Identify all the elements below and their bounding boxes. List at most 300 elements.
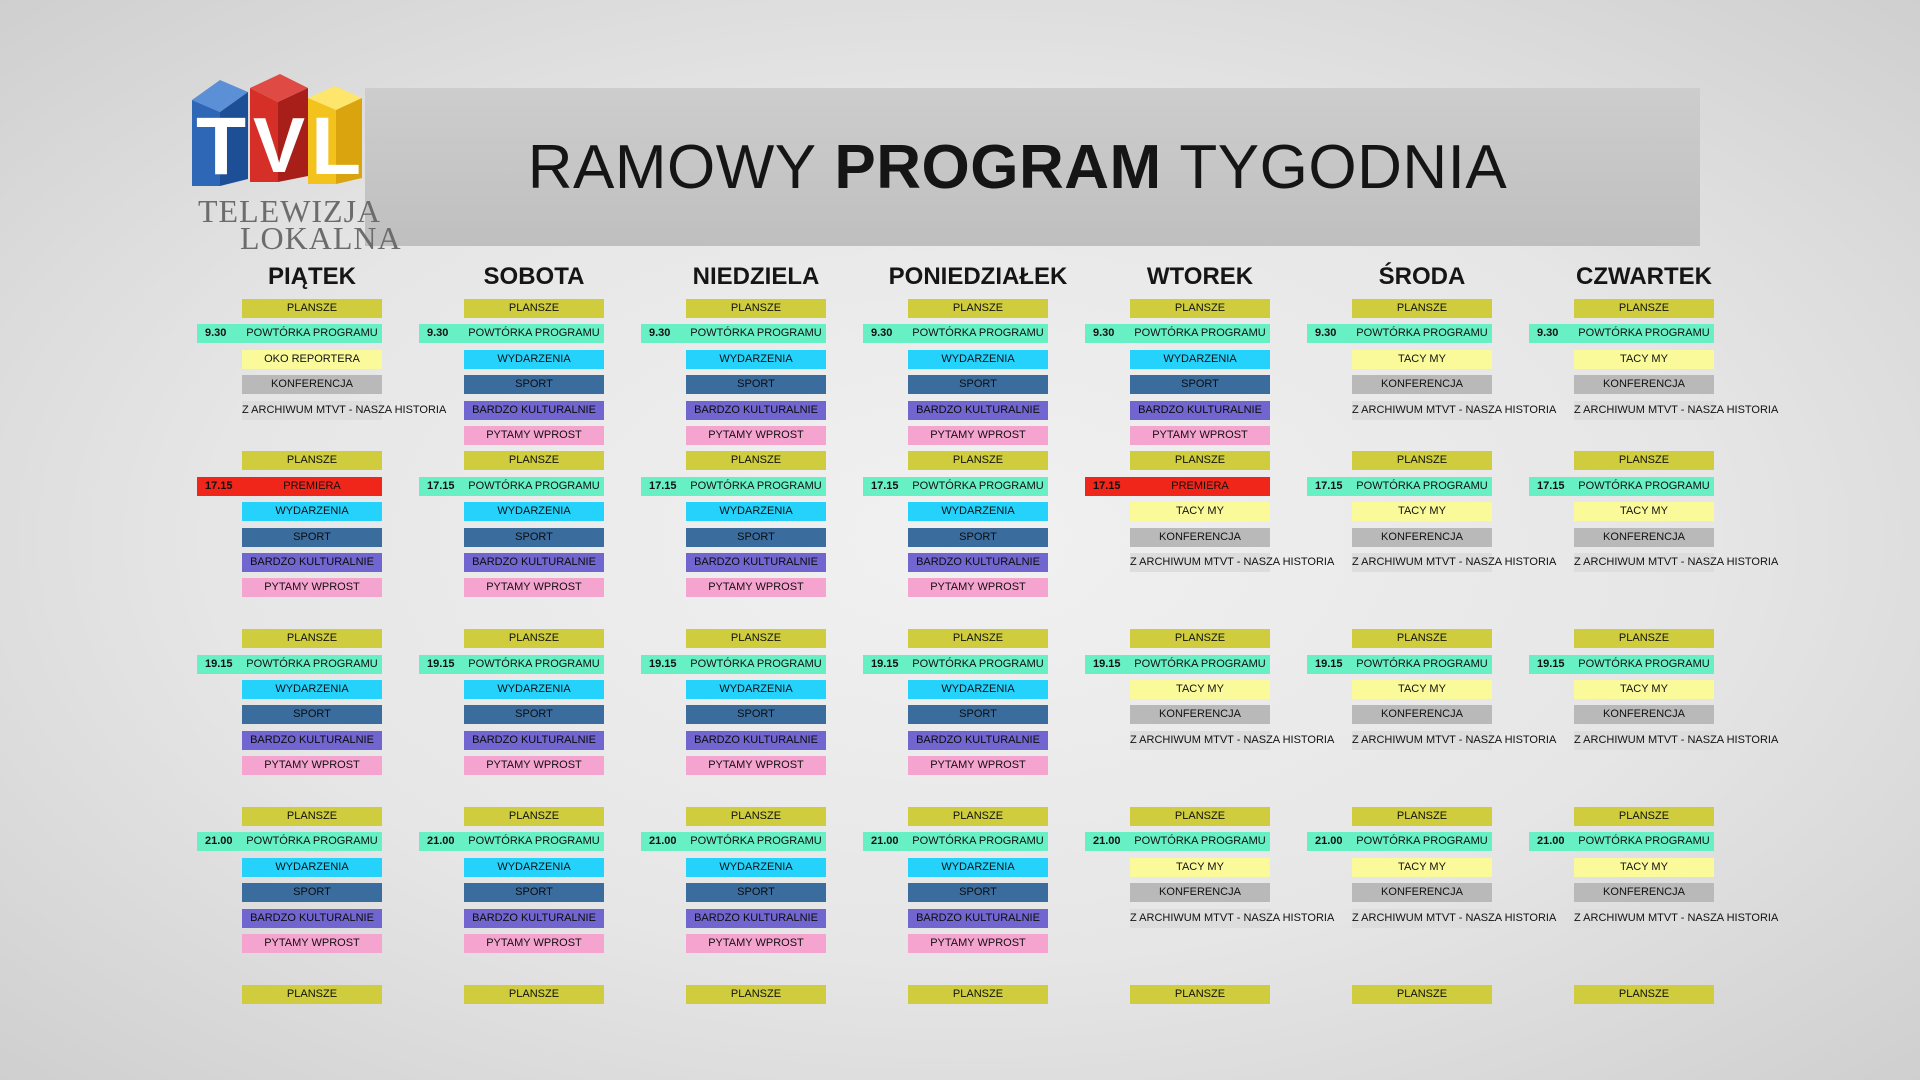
program-slot: [1352, 451, 1492, 470]
program-slot: [464, 909, 604, 928]
program-slot: [464, 731, 604, 750]
program-slot: [242, 375, 382, 394]
program-slot-label: PLANSZE: [1396, 302, 1448, 314]
program-slot: [908, 299, 1048, 318]
program-slot: [686, 553, 826, 572]
program-slot: [1574, 528, 1714, 547]
program-slot: [464, 528, 604, 547]
program-slot: [686, 426, 826, 445]
program-slot: [1352, 502, 1492, 521]
day-header: PIĄTEK: [267, 263, 356, 290]
program-slot: [686, 502, 826, 521]
time-label: 21.00: [1315, 835, 1343, 848]
program-slot: [1574, 629, 1714, 648]
program-slot-label: BARDZO KULTURALNIE: [472, 733, 596, 746]
time-label: 17.15: [205, 479, 233, 492]
program-slot: [1352, 858, 1492, 877]
program-slot-label: SPORT: [737, 886, 775, 899]
program-slot-label: SPORT: [515, 886, 553, 899]
program-slot: [908, 502, 1048, 521]
program-slot-label: BARDZO KULTURALNIE: [1138, 403, 1262, 416]
program-slot-label: PLANSZE: [286, 810, 338, 822]
program-slot-label: BARDZO KULTURALNIE: [694, 733, 818, 746]
program-slot-label: TACY MY: [1620, 683, 1668, 695]
program-slot-label: SPORT: [737, 378, 775, 391]
program-slot-label: POWTÓRKA PROGRAMU: [1578, 835, 1710, 848]
program-slot: [1574, 883, 1714, 902]
program-slot-label: PYTAMY WPROST: [708, 581, 804, 594]
program-slot: [1130, 502, 1270, 521]
program-slot-label: SPORT: [515, 708, 553, 721]
program-slot-label: PLANSZE: [508, 302, 560, 314]
program-slot: [1574, 375, 1714, 394]
program-slot: [1574, 858, 1714, 877]
program-slot-label: POWTÓRKA PROGRAMU: [1134, 835, 1266, 848]
day-header: SOBOTA: [483, 263, 585, 290]
logo-letter-v: V: [252, 101, 306, 189]
program-slot-label: POWTÓRKA PROGRAMU: [468, 327, 600, 340]
title-part1: RAMOWY: [527, 132, 817, 202]
program-slot-label: PREMIERA: [283, 479, 341, 492]
program-slot: [242, 528, 382, 547]
program-slot-label: BARDZO KULTURALNIE: [916, 733, 1040, 746]
day-header: WTOREK: [1146, 263, 1254, 290]
program-slot: [464, 451, 604, 470]
program-slot: [242, 731, 382, 750]
program-slot: [686, 883, 826, 902]
time-label: 9.30: [1315, 327, 1337, 340]
program-slot: [1130, 299, 1270, 318]
program-slot: [464, 299, 604, 318]
program-slot-label: WYDARZENIA: [941, 683, 1015, 695]
program-slot: [1574, 705, 1714, 724]
program-slot-label: KONFERENCJA: [271, 378, 353, 391]
program-slot: [1352, 299, 1492, 318]
program-slot-label: PLANSZE: [1618, 454, 1670, 467]
program-slot-label: WYDARZENIA: [719, 860, 793, 873]
program-slot: [908, 985, 1048, 1004]
program-slot-label: SPORT: [737, 530, 775, 543]
program-slot-label: TACY MY: [1620, 505, 1668, 518]
day-header: PONIEDZIAŁEK: [888, 263, 1068, 290]
program-slot-label: PYTAMY WPROST: [930, 937, 1026, 949]
program-slot-label: POWTÓRKA PROGRAMU: [1134, 327, 1266, 340]
program-slot-label: TACY MY: [1176, 505, 1224, 518]
program-slot-label: KONFERENCJA: [1603, 886, 1685, 899]
time-label: 19.15: [649, 657, 677, 670]
program-slot-label: KONFERENCJA: [1603, 530, 1685, 543]
program-slot-label: WYDARZENIA: [497, 860, 571, 873]
program-slot-label: PLANSZE: [508, 454, 560, 467]
program-slot: [1130, 705, 1270, 724]
program-slot-label: Z ARCHIWUM MTVT - NASZA HISTORIA: [1130, 733, 1335, 746]
program-slot-label: KONFERENCJA: [1159, 530, 1241, 543]
title-bold: PROGRAM: [834, 132, 1162, 202]
program-slot-label: POWTÓRKA PROGRAMU: [1356, 327, 1488, 340]
program-slot: [908, 629, 1048, 648]
program-slot: [1130, 807, 1270, 826]
program-slot: [464, 578, 604, 597]
program-slot-label: PLANSZE: [952, 302, 1004, 314]
program-slot-label: TACY MY: [1620, 860, 1668, 873]
program-slot: [686, 858, 826, 877]
program-slot: [1574, 807, 1714, 826]
time-label: 21.00: [1093, 835, 1121, 848]
program-slot: [242, 705, 382, 724]
program-slot-label: PLANSZE: [1618, 810, 1670, 822]
program-slot-label: TACY MY: [1620, 352, 1668, 365]
program-slot: [686, 680, 826, 699]
program-slot-label: POWTÓRKA PROGRAMU: [246, 657, 378, 670]
program-slot-label: TACY MY: [1176, 683, 1224, 695]
program-slot: [1130, 680, 1270, 699]
program-slot: [242, 909, 382, 928]
program-slot: [242, 299, 382, 318]
time-label: 19.15: [205, 657, 233, 670]
program-slot: [1574, 985, 1714, 1004]
program-slot: [1352, 883, 1492, 902]
program-slot-label: BARDZO KULTURALNIE: [250, 733, 374, 746]
time-label: 17.15: [1537, 479, 1565, 492]
program-slot-label: POWTÓRKA PROGRAMU: [912, 327, 1044, 340]
program-slot-label: POWTÓRKA PROGRAMU: [468, 479, 600, 492]
program-slot: [1130, 553, 1335, 572]
program-slot-label: POWTÓRKA PROGRAMU: [246, 327, 378, 340]
program-slot-label: PLANSZE: [952, 632, 1004, 645]
program-slot: [242, 858, 382, 877]
program-slot: [686, 985, 826, 1004]
program-slot: [1352, 731, 1557, 750]
program-slot-label: PLANSZE: [1174, 632, 1226, 645]
program-slot: [464, 553, 604, 572]
program-slot-label: PYTAMY WPROST: [486, 937, 582, 949]
program-slot: [686, 909, 826, 928]
program-slot-label: PLANSZE: [952, 810, 1004, 822]
program-slot-label: PLANSZE: [508, 632, 560, 645]
title-part2: TYGODNIA: [1179, 132, 1508, 202]
program-slot-label: PLANSZE: [952, 987, 1004, 1000]
program-slot-label: Z ARCHIWUM MTVT - NASZA HISTORIA: [1352, 911, 1557, 924]
program-slot: [908, 350, 1048, 369]
program-slot-label: WYDARZENIA: [1163, 352, 1237, 365]
program-slot-label: PLANSZE: [952, 454, 1004, 467]
program-slot: [1130, 528, 1270, 547]
program-slot-label: PYTAMY WPROST: [486, 429, 582, 441]
program-slot: [1574, 731, 1779, 750]
program-slot-label: SPORT: [959, 886, 997, 899]
program-slot-label: Z ARCHIWUM MTVT - NASZA HISTORIA: [1352, 556, 1557, 568]
program-slot-label: SPORT: [515, 530, 553, 543]
program-slot: [464, 985, 604, 1004]
program-slot-label: KONFERENCJA: [1381, 708, 1463, 721]
program-slot: [1352, 375, 1492, 394]
time-label: 19.15: [871, 657, 899, 670]
program-slot-label: POWTÓRKA PROGRAMU: [1578, 657, 1710, 670]
program-slot: [242, 985, 382, 1004]
time-label: 9.30: [871, 327, 893, 340]
program-slot-label: SPORT: [959, 530, 997, 543]
time-label: 17.15: [1315, 479, 1343, 492]
program-slot-label: PYTAMY WPROST: [708, 429, 804, 441]
program-slot: [464, 858, 604, 877]
program-slot: [1574, 502, 1714, 521]
program-slot-label: PYTAMY WPROST: [930, 759, 1026, 772]
program-slot-label: PLANSZE: [1174, 987, 1226, 1000]
program-slot: [464, 401, 604, 420]
time-label: 21.00: [871, 835, 899, 848]
program-slot: [686, 350, 826, 369]
program-slot-label: PLANSZE: [730, 632, 782, 645]
program-slot-label: SPORT: [293, 886, 331, 899]
time-label: 17.15: [871, 479, 899, 492]
program-slot-label: WYDARZENIA: [275, 860, 349, 873]
program-slot-label: POWTÓRKA PROGRAMU: [1356, 657, 1488, 670]
program-slot-label: Z ARCHIWUM MTVT - NASZA HISTORIA: [1574, 733, 1779, 746]
program-slot-label: BARDZO KULTURALNIE: [250, 911, 374, 924]
program-slot-label: BARDZO KULTURALNIE: [250, 556, 374, 568]
program-slot-label: POWTÓRKA PROGRAMU: [690, 479, 822, 492]
program-slot: [908, 807, 1048, 826]
program-slot-label: PLANSZE: [1618, 632, 1670, 645]
time-label: 21.00: [205, 835, 233, 848]
program-slot: [1352, 705, 1492, 724]
program-slot-label: POWTÓRKA PROGRAMU: [1578, 479, 1710, 492]
program-slot: [908, 553, 1048, 572]
program-slot-label: PREMIERA: [1171, 479, 1229, 492]
program-slot-label: POWTÓRKA PROGRAMU: [468, 657, 600, 670]
day-header: ŚRODA: [1378, 263, 1466, 290]
program-slot-label: PLANSZE: [286, 987, 338, 1000]
program-slot: [1574, 299, 1714, 318]
program-slot: [242, 629, 382, 648]
program-slot-label: KONFERENCJA: [1381, 378, 1463, 391]
program-slot-label: PYTAMY WPROST: [486, 581, 582, 594]
program-slot-label: POWTÓRKA PROGRAMU: [690, 835, 822, 848]
program-slot-label: Z ARCHIWUM MTVT - NASZA HISTORIA: [1352, 403, 1557, 416]
program-slot-label: PYTAMY WPROST: [708, 759, 804, 772]
program-slot-label: PYTAMY WPROST: [1152, 429, 1248, 441]
program-slot: [908, 680, 1048, 699]
program-slot-label: TACY MY: [1398, 352, 1446, 365]
program-slot: [464, 426, 604, 445]
time-label: 19.15: [427, 657, 455, 670]
program-slot-label: PLANSZE: [1174, 454, 1226, 467]
program-slot: [242, 451, 382, 470]
program-slot: [686, 731, 826, 750]
program-slot: [908, 883, 1048, 902]
program-slot-label: BARDZO KULTURALNIE: [694, 911, 818, 924]
program-slot-label: PLANSZE: [286, 632, 338, 645]
program-slot: [686, 528, 826, 547]
logo-line1: TELEWIZJA: [198, 193, 382, 229]
program-slot-label: SPORT: [293, 530, 331, 543]
program-slot: [686, 934, 826, 953]
program-slot-label: POWTÓRKA PROGRAMU: [912, 657, 1044, 670]
program-slot-label: WYDARZENIA: [719, 505, 793, 518]
program-slot: [242, 578, 382, 597]
program-slot: [242, 807, 382, 826]
program-slot-label: KONFERENCJA: [1603, 378, 1685, 391]
program-slot-label: PLANSZE: [1174, 810, 1226, 822]
program-slot: [464, 883, 604, 902]
program-slot-label: PLANSZE: [1618, 987, 1670, 1000]
program-slot: [908, 934, 1048, 953]
program-slot-label: BARDZO KULTURALNIE: [694, 556, 818, 568]
program-slot: [242, 350, 382, 369]
program-slot-label: SPORT: [515, 378, 553, 391]
program-slot-label: PLANSZE: [1174, 302, 1226, 314]
program-slot-label: POWTÓRKA PROGRAMU: [1134, 657, 1266, 670]
program-slot: [242, 756, 382, 775]
program-slot-label: Z ARCHIWUM MTVT - NASZA HISTORIA: [1574, 403, 1779, 416]
program-slot-label: BARDZO KULTURALNIE: [916, 403, 1040, 416]
program-slot-label: POWTÓRKA PROGRAMU: [468, 835, 600, 848]
program-slot-label: Z ARCHIWUM MTVT - NASZA HISTORIA: [1130, 556, 1335, 568]
program-slot: [1352, 807, 1492, 826]
program-slot: [464, 502, 604, 521]
program-slot: [464, 807, 604, 826]
logo-letter-t: T: [195, 101, 247, 192]
program-slot-label: WYDARZENIA: [941, 860, 1015, 873]
program-slot: [908, 426, 1048, 445]
program-slot-label: WYDARZENIA: [497, 352, 571, 365]
program-slot-label: WYDARZENIA: [275, 683, 349, 695]
program-slot-label: KONFERENCJA: [1159, 708, 1241, 721]
program-slot-label: PYTAMY WPROST: [486, 759, 582, 772]
time-label: 17.15: [649, 479, 677, 492]
program-slot: [686, 756, 826, 775]
program-slot-label: BARDZO KULTURALNIE: [916, 556, 1040, 568]
program-slot-label: PLANSZE: [1396, 987, 1448, 1000]
program-slot: [1352, 553, 1557, 572]
time-label: 21.00: [1537, 835, 1565, 848]
program-slot-label: POWTÓRKA PROGRAMU: [912, 835, 1044, 848]
program-slot: [686, 705, 826, 724]
time-label: 9.30: [1093, 327, 1115, 340]
program-slot: [1352, 350, 1492, 369]
program-slot-label: SPORT: [1181, 378, 1219, 391]
page-title: [365, 88, 1670, 246]
program-slot-label: PLANSZE: [286, 302, 338, 314]
program-slot: [1574, 401, 1779, 420]
program-slot: [242, 883, 382, 902]
program-slot: [686, 578, 826, 597]
program-slot-label: KONFERENCJA: [1381, 530, 1463, 543]
program-slot-label: Z ARCHIWUM MTVT - NASZA HISTORIA: [1352, 733, 1557, 746]
program-slot: [686, 375, 826, 394]
program-slot: [464, 680, 604, 699]
program-slot: [1130, 451, 1270, 470]
program-slot-label: PLANSZE: [730, 454, 782, 467]
program-slot: [1130, 883, 1270, 902]
program-slot-label: POWTÓRKA PROGRAMU: [1356, 835, 1488, 848]
program-slot: [1352, 909, 1557, 928]
program-slot: [1130, 985, 1270, 1004]
program-slot: [686, 451, 826, 470]
program-slot: [686, 401, 826, 420]
program-slot: [464, 375, 604, 394]
program-slot-label: PLANSZE: [730, 987, 782, 1000]
program-slot-label: PLANSZE: [1618, 302, 1670, 314]
program-slot-label: TACY MY: [1398, 683, 1446, 695]
program-slot-label: PLANSZE: [1396, 454, 1448, 467]
time-label: 9.30: [205, 327, 227, 340]
time-label: 21.00: [649, 835, 677, 848]
program-slot: [686, 807, 826, 826]
day-header: NIEDZIELA: [692, 263, 820, 290]
program-slot: [1130, 858, 1270, 877]
program-slot: [1352, 985, 1492, 1004]
program-slot-label: PLANSZE: [730, 302, 782, 314]
program-slot: [464, 629, 604, 648]
program-slot-label: PLANSZE: [286, 454, 338, 467]
logo-line2: LOKALNA: [240, 220, 402, 256]
program-slot-label: BARDZO KULTURALNIE: [694, 403, 818, 416]
logo-letter-l: L: [310, 101, 362, 192]
program-slot-label: PYTAMY WPROST: [930, 429, 1026, 441]
program-slot: [908, 578, 1048, 597]
program-slot-label: PYTAMY WPROST: [264, 581, 360, 594]
program-slot-label: BARDZO KULTURALNIE: [472, 911, 596, 924]
program-slot: [908, 528, 1048, 547]
program-slot: [1574, 553, 1779, 572]
program-slot: [908, 858, 1048, 877]
program-slot-label: POWTÓRKA PROGRAMU: [690, 327, 822, 340]
program-slot-label: PYTAMY WPROST: [264, 937, 360, 949]
program-slot-label: PLANSZE: [508, 810, 560, 822]
program-slot-label: POWTÓRKA PROGRAMU: [1578, 327, 1710, 340]
program-slot: [908, 451, 1048, 470]
program-slot-label: BARDZO KULTURALNIE: [472, 403, 596, 416]
time-label: 9.30: [1537, 327, 1559, 340]
program-slot: [686, 629, 826, 648]
program-slot-label: WYDARZENIA: [941, 352, 1015, 365]
program-slot-label: WYDARZENIA: [719, 352, 793, 365]
program-slot-label: OKO REPORTERA: [264, 352, 360, 365]
program-slot: [464, 705, 604, 724]
program-slot: [1130, 629, 1270, 648]
program-slot: [1574, 350, 1714, 369]
day-header: CZWARTEK: [1576, 263, 1712, 290]
program-slot-label: KONFERENCJA: [1603, 708, 1685, 721]
program-slot-label: WYDARZENIA: [941, 505, 1015, 518]
program-slot-label: Z ARCHIWUM MTVT - NASZA HISTORIA: [1574, 556, 1779, 568]
program-slot-label: TACY MY: [1176, 860, 1224, 873]
program-slot-label: SPORT: [293, 708, 331, 721]
program-slot: [1574, 680, 1714, 699]
program-slot: [1130, 731, 1335, 750]
time-label: 19.15: [1537, 657, 1565, 670]
program-slot-label: POWTÓRKA PROGRAMU: [246, 835, 378, 848]
program-slot-label: POWTÓRKA PROGRAMU: [1356, 479, 1488, 492]
time-label: 9.30: [427, 327, 449, 340]
program-slot-label: PYTAMY WPROST: [264, 759, 360, 772]
program-slot-label: POWTÓRKA PROGRAMU: [912, 479, 1044, 492]
program-slot: [242, 934, 382, 953]
program-slot-label: SPORT: [737, 708, 775, 721]
program-slot-label: Z ARCHIWUM MTVT - NASZA HISTORIA: [1574, 911, 1779, 924]
program-slot-label: TACY MY: [1398, 860, 1446, 873]
program-slot-label: PLANSZE: [1396, 810, 1448, 822]
program-slot: [1352, 680, 1492, 699]
program-slot-label: POWTÓRKA PROGRAMU: [690, 657, 822, 670]
time-label: 19.15: [1315, 657, 1343, 670]
program-slot: [1130, 426, 1270, 445]
program-slot-label: Z ARCHIWUM MTVT - NASZA HISTORIA: [1130, 911, 1335, 924]
program-slot-label: SPORT: [959, 378, 997, 391]
program-slot: [1574, 451, 1714, 470]
program-slot-label: PYTAMY WPROST: [930, 581, 1026, 594]
